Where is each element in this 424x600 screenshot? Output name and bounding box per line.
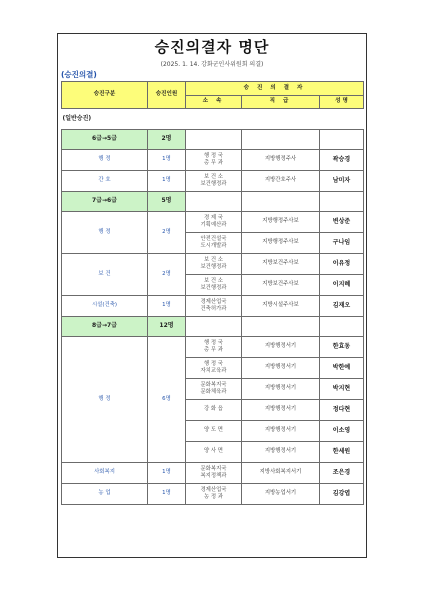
rank-cell: 지방행정주사보 bbox=[242, 233, 320, 254]
category-cell: 간 호 bbox=[62, 171, 148, 192]
name-cell: 정다현 bbox=[320, 400, 364, 421]
rank-cell: 지방간호주사 bbox=[242, 171, 320, 192]
rank-cell: 지방보건주사보 bbox=[242, 254, 320, 275]
dept-cell: 보 건 소 보건행정과 bbox=[186, 171, 242, 192]
page-title: 승진의결자 명단 bbox=[154, 38, 270, 56]
grade-count: 2명 bbox=[148, 130, 186, 150]
general-promotion-label: (일반승진) bbox=[62, 109, 364, 130]
name-cell: 이지혜 bbox=[320, 275, 364, 296]
table-row bbox=[62, 296, 364, 317]
document-page bbox=[57, 33, 367, 558]
count-cell: 1명 bbox=[148, 150, 186, 171]
rank-cell: 지방행정서기 bbox=[242, 400, 320, 421]
category-cell: 행 정 bbox=[62, 212, 148, 254]
name-cell: 변상준 bbox=[320, 212, 364, 233]
section-label: (승진의결) bbox=[61, 70, 97, 79]
dept-cell: 행 정 국 총 무 과 bbox=[186, 337, 242, 358]
rank-cell: 지방시설주사보 bbox=[242, 296, 320, 317]
grade-count: 5명 bbox=[148, 192, 186, 212]
dept-cell: 보 건 소 보건행정과 bbox=[186, 275, 242, 296]
count-cell: 6명 bbox=[148, 337, 186, 463]
dept-cell: 경제산업국 건축허가과 bbox=[186, 296, 242, 317]
grade-label: 6급→5급 bbox=[62, 130, 148, 150]
name-cell: 구나임 bbox=[320, 233, 364, 254]
name-cell: 김재오 bbox=[320, 296, 364, 317]
dept-cell: 양 사 면 bbox=[186, 442, 242, 463]
header-group: 승 진 의 결 자 bbox=[186, 82, 364, 96]
dept-cell: 강 화 읍 bbox=[186, 400, 242, 421]
rank-cell: 지방행정서기 bbox=[242, 337, 320, 358]
grade-empty-cell bbox=[320, 317, 364, 337]
grade-empty-cell bbox=[242, 192, 320, 212]
name-cell: 한효동 bbox=[320, 337, 364, 358]
dept-cell: 양 도 면 bbox=[186, 421, 242, 442]
dept-cell: 경제산업국 농 정 과 bbox=[186, 484, 242, 505]
header-category: 승진구분 bbox=[62, 82, 148, 109]
dept-cell: 보 건 소 보건행정과 bbox=[186, 254, 242, 275]
rank-cell: 지방행정주사보 bbox=[242, 212, 320, 233]
grade-empty-cell bbox=[242, 130, 320, 150]
grade-row bbox=[62, 317, 364, 337]
header-rank: 직 급 bbox=[242, 96, 320, 109]
count-cell: 2명 bbox=[148, 212, 186, 254]
rank-cell: 지방행정서기 bbox=[242, 379, 320, 400]
category-cell: 행 정 bbox=[62, 337, 148, 463]
category-cell: 사회복지 bbox=[62, 463, 148, 484]
grade-empty-cell bbox=[320, 192, 364, 212]
header-name: 성 명 bbox=[320, 96, 364, 109]
rank-cell: 지방사회복지서기 bbox=[242, 463, 320, 484]
count-cell: 1명 bbox=[148, 463, 186, 484]
grade-empty-cell bbox=[320, 130, 364, 150]
grade-count: 12명 bbox=[148, 317, 186, 337]
grade-empty-cell bbox=[186, 317, 242, 337]
category-cell: 보 건 bbox=[62, 254, 148, 296]
table-row bbox=[62, 171, 364, 192]
name-cell: 김강엽 bbox=[320, 484, 364, 505]
table-row bbox=[62, 254, 364, 275]
name-cell: 남미자 bbox=[320, 171, 364, 192]
promotion-table bbox=[61, 81, 364, 505]
name-cell: 이소영 bbox=[320, 421, 364, 442]
table-row bbox=[62, 212, 364, 233]
grade-row bbox=[62, 192, 364, 212]
grade-empty-cell bbox=[242, 317, 320, 337]
grade-label: 7급→6급 bbox=[62, 192, 148, 212]
rank-cell: 지방보건주사보 bbox=[242, 275, 320, 296]
category-cell: 행 정 bbox=[62, 150, 148, 171]
dept-cell: 행 정 국 자치교육과 bbox=[186, 358, 242, 379]
table-row bbox=[62, 337, 364, 358]
count-cell: 1명 bbox=[148, 484, 186, 505]
header-count: 승진인원 bbox=[148, 82, 186, 109]
dept-cell: 문화복지국 복지정책과 bbox=[186, 463, 242, 484]
count-cell: 1명 bbox=[148, 171, 186, 192]
dept-cell: 경 제 국 기획예산과 bbox=[186, 212, 242, 233]
name-cell: 한세원 bbox=[320, 442, 364, 463]
rank-cell: 지방농업서기 bbox=[242, 484, 320, 505]
rank-cell: 지방행정서기 bbox=[242, 421, 320, 442]
page-subtitle: (2025. 1. 14. 강화군인사위원회 의결) bbox=[160, 61, 264, 68]
grade-row bbox=[62, 130, 364, 150]
rank-cell: 지방행정서기 bbox=[242, 358, 320, 379]
table-row bbox=[62, 484, 364, 505]
name-cell: 조은경 bbox=[320, 463, 364, 484]
name-cell: 박한예 bbox=[320, 358, 364, 379]
grade-label: 8급→7급 bbox=[62, 317, 148, 337]
rank-cell: 지방행정주사 bbox=[242, 150, 320, 171]
category-cell: 농 업 bbox=[62, 484, 148, 505]
count-cell: 2명 bbox=[148, 254, 186, 296]
category-cell: 시설(건축) bbox=[62, 296, 148, 317]
dept-cell: 문화복지국 문화체육과 bbox=[186, 379, 242, 400]
count-cell: 1명 bbox=[148, 296, 186, 317]
rank-cell: 지방행정서기 bbox=[242, 442, 320, 463]
table-row bbox=[62, 150, 364, 171]
grade-empty-cell bbox=[186, 130, 242, 150]
name-cell: 이유정 bbox=[320, 254, 364, 275]
table-row bbox=[62, 463, 364, 484]
header-dept: 소 속 bbox=[186, 96, 242, 109]
name-cell: 곽승경 bbox=[320, 150, 364, 171]
name-cell: 박지현 bbox=[320, 379, 364, 400]
dept-cell: 안전건설국 도시개발과 bbox=[186, 233, 242, 254]
grade-empty-cell bbox=[186, 192, 242, 212]
dept-cell: 행 정 국 총 무 과 bbox=[186, 150, 242, 171]
